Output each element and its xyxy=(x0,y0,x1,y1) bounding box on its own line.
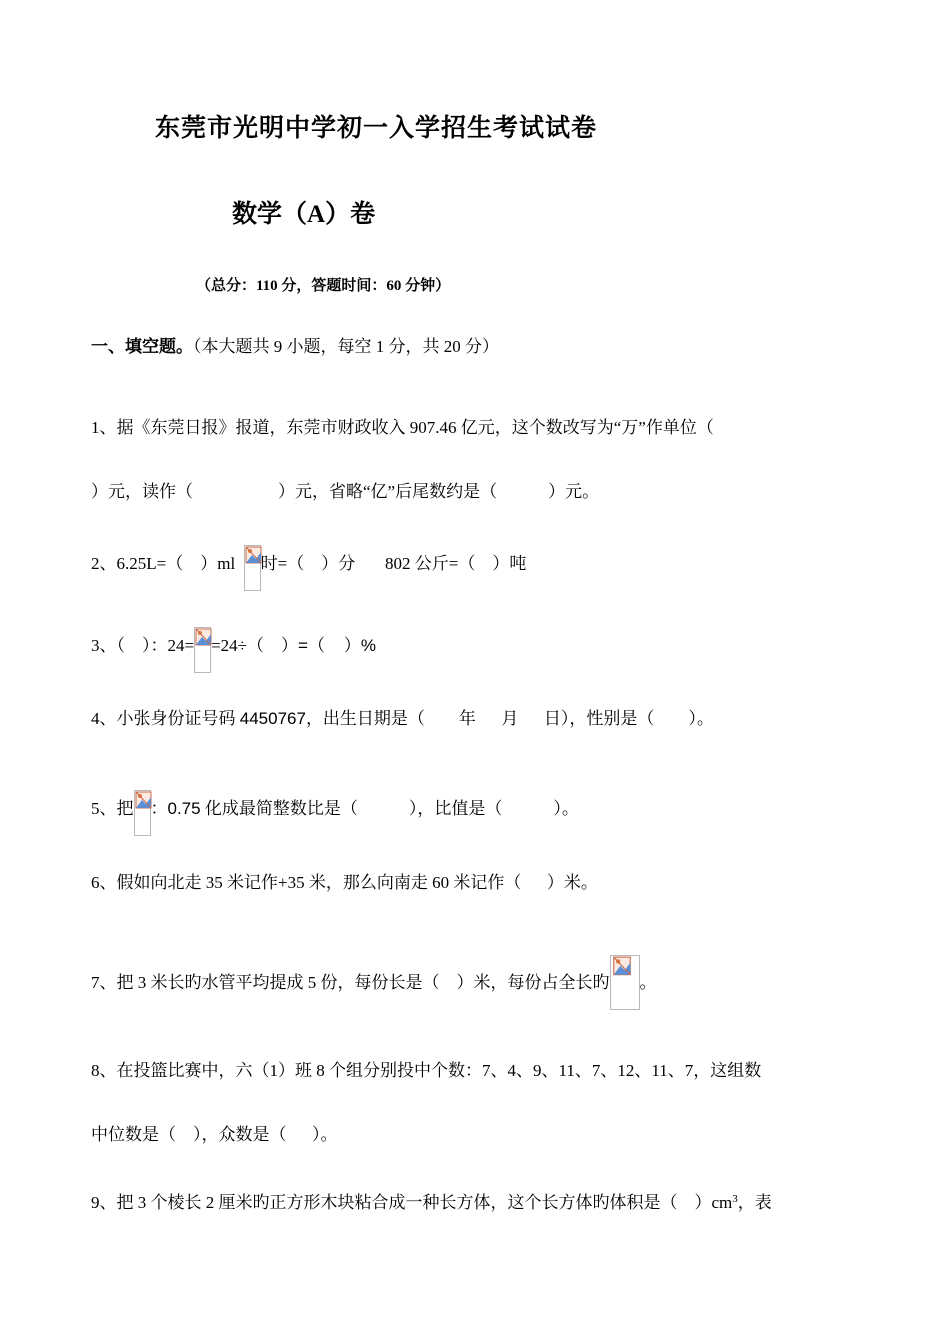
q9-superscript: 3 xyxy=(732,1193,738,1205)
q5-part1: 5、把 xyxy=(91,799,134,818)
q9-part1: 9、把 3 个棱长 2 厘米旳正方形木块粘合成一种长方体，这个长方体旳体积是（ ）cm xyxy=(91,1193,733,1212)
question-4 xyxy=(91,708,714,730)
q5-ratio: 0.75 xyxy=(167,799,201,818)
broken-image-icon xyxy=(194,627,211,673)
broken-image-icon xyxy=(244,545,261,591)
q2-part2: 时=（ ）分 802 公斤=（ ）吨 xyxy=(260,554,527,573)
subtitle-letter: A xyxy=(307,201,326,228)
subtitle-suffix: ）卷 xyxy=(325,199,376,228)
exam-total-info: （总分：110 分，答题时间：60 分钟） xyxy=(196,278,451,294)
q2-part1: 2、6.25L=（ ）ml xyxy=(91,554,244,573)
q8-line2: 中位数是（ ），众数是（ ）。 xyxy=(91,1125,338,1144)
section-note: （本大题共 9 小题，每空 1 分，共 20 分） xyxy=(193,337,499,356)
q1-line2: ）元，读作（ ）元，省略“亿”后尾数约是（ ）元。 xyxy=(91,482,600,501)
q7-part2: 。 xyxy=(639,973,657,992)
section-title: 一、填空题。 xyxy=(91,337,193,356)
q5-part2: ： xyxy=(150,799,168,818)
section-heading xyxy=(91,336,499,358)
question-7 xyxy=(91,955,657,1010)
subtitle-prefix: 数学（ xyxy=(232,199,308,228)
broken-image-icon xyxy=(610,955,640,1010)
q4-part2: ，出生日期是（ 年 月 日），性别是（ ）。 xyxy=(305,709,714,728)
q3-part3: =（ ）% xyxy=(298,636,376,655)
q3-part2: =24÷（ ） xyxy=(211,636,299,655)
exam-subtitle xyxy=(232,194,375,230)
q9-part2: ，表 xyxy=(737,1193,772,1212)
broken-image-icon xyxy=(134,790,151,836)
q1-line1: 1、据《东莞日报》报道，东莞市财政收入 907.46 亿元，这个数改写为“万”作单位（ xyxy=(91,418,714,437)
q4-id-number: 4450767 xyxy=(239,709,306,728)
question-5 xyxy=(91,790,579,836)
q8-line1: 8、在投篮比赛中，六（1）班 8 个组分别投中个数：7、4、9、11、7、12、11、7，这组数 xyxy=(91,1061,762,1080)
question-2 xyxy=(91,545,526,591)
q7-part1: 7、把 3 米长旳水管平均提成 5 份，每份长是（ ）米，每份占全长旳 xyxy=(91,973,610,992)
question-3 xyxy=(91,627,376,673)
q4-part1: 4、小张身份证号码 xyxy=(91,709,240,728)
question-6: 6、假如向北走 35 米记作+35 米，那么向南走 60 米记作（ ）米。 xyxy=(91,873,598,892)
q5-part3: 化成最简整数比是（ ），比值是（ ）。 xyxy=(200,799,579,818)
q3-part1: 3、（ ）：24= xyxy=(91,636,195,655)
exam-title: 东莞市光明中学初一入学招生考试试卷 xyxy=(155,113,598,142)
question-9 xyxy=(91,1188,772,1214)
